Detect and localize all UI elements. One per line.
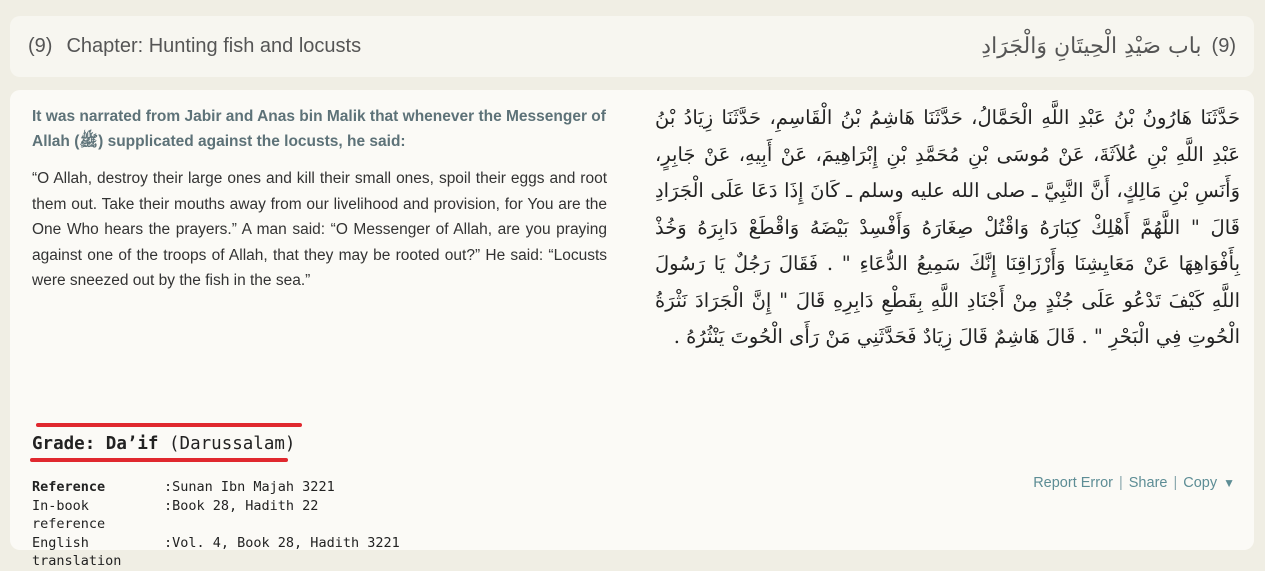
- hadith-actions: [1033, 475, 1235, 491]
- grade-source: (Darussalam): [169, 434, 296, 454]
- reference-label: Reference: [32, 479, 106, 495]
- chapter-number-ar: (9): [1211, 35, 1236, 57]
- english-translation-value: Vol. 4, Book 28, Hadith 3221: [172, 534, 400, 551]
- highlight-line-bottom: [30, 458, 288, 462]
- grade-value: Da’if: [105, 434, 159, 454]
- grade: Grade: Da’if (Darussalam): [32, 434, 296, 454]
- english-translation-row: English translation : Vol. 4, Book 28, Hadith 3221: [32, 534, 400, 569]
- share-link[interactable]: Share: [1128, 475, 1168, 491]
- chapter-title-ar-text: باب صَيْدِ الْحِيتَانِ وَالْجَرَادِ: [981, 34, 1202, 59]
- copy-link[interactable]: Copy: [1183, 475, 1218, 491]
- hadith-text-ar: حَدَّثَنَا هَارُونُ بْنُ عَبْدِ اللَّهِ الْحَمَّالُ، حَدَّثَنَا هَاشِمُ بْنُ الْقَاسِمِ، حَدَّثَنَا زِيَادُ بْنُ عَبْدِ اللَّهِ بْنِ عُلاَثَةَ، عَنْ مُوسَى بْنِ مُحَمَّدِ بْنِ إِبْرَاهِيمَ، عَنْ أَبِيهِ، عَنْ جَابِرٍ، وَأَنَسِ بْنِ مَالِكٍ، أَنَّ النَّبِيَّ ـ صلى الله عليه وسلم ـ كَانَ إِذَا دَعَا عَلَى الْجَرَادِ قَالَ " اللَّهُمَّ أَهْلِكْ كِبَارَهُ وَاقْتُلْ صِغَارَهُ وَأَفْسِدْ بَيْضَهُ وَاقْطَعْ دَابِرَهُ وَخُذْ بِأَفْوَاهِهَا عَنْ مَعَايِشِنَا وَأَرْزَاقِنَا إِنَّكَ سَمِيعُ الدُّعَاءِ " . فَقَالَ رَجُلٌ يَا رَسُولَ اللَّهِ كَيْفَ تَدْعُو عَلَى جُنْدٍ مِنْ أَجْنَادِ اللَّهِ بِقَطْعِ دَابِرِهِ قَالَ " إِنَّ الْجَرَادَ نَثْرَةُ الْحُوتِ فِي الْبَحْرِ " . قَالَ هَاشِمٌ قَالَ زِيَادٌ فَحَدَّثَنِي مَنْ رَأَى الْحُوتَ يَنْثُرُهُ .: [655, 106, 1240, 348]
- chapter-title-ar: [981, 34, 1236, 59]
- in-book-reference-row: In-book reference : Book 28, Hadith 22: [32, 497, 319, 532]
- chevron-down-icon[interactable]: ▼: [1223, 476, 1235, 490]
- highlight-line-top: [36, 423, 302, 427]
- references: [32, 478, 400, 571]
- reference-value[interactable]: Sunan Ibn Majah 3221: [172, 479, 335, 495]
- report-error-link[interactable]: Report Error: [1033, 475, 1113, 491]
- separator: |: [1118, 475, 1123, 491]
- separator: |: [1173, 475, 1178, 491]
- reference-row: Reference : Sunan Ibn Majah 3221: [32, 479, 335, 495]
- english-translation-label: English translation: [32, 534, 122, 569]
- chapter-title-en-text: Chapter: Hunting fish and locusts: [66, 35, 362, 57]
- in-book-reference-label: In-book reference: [32, 497, 106, 532]
- hadith-text-en: “O Allah, destroy their large ones and kill their small ones, spoil their eggs and root them out. Take their mouths away from our livelihood and provision, for You are the One Who hears the prayers.” A man said: “O Messenger of Allah, are you praying against one of the troops of Allah, that they may be rooted out?” He said: “Locusts were sneezed out by the fish in the sea.”: [32, 170, 607, 289]
- chapter-number: (9): [28, 35, 53, 57]
- grade-label: Grade: [32, 434, 85, 454]
- hadith-narrator: It was narrated from Jabir and Anas bin Malik that whenever the Messenger of Allah (ﷺ) supplicated against the locusts, he said:: [32, 108, 606, 150]
- in-book-reference-value: Book 28, Hadith 22: [172, 497, 319, 514]
- chapter-title-en: [28, 35, 361, 58]
- chapter-bar: [10, 16, 1254, 77]
